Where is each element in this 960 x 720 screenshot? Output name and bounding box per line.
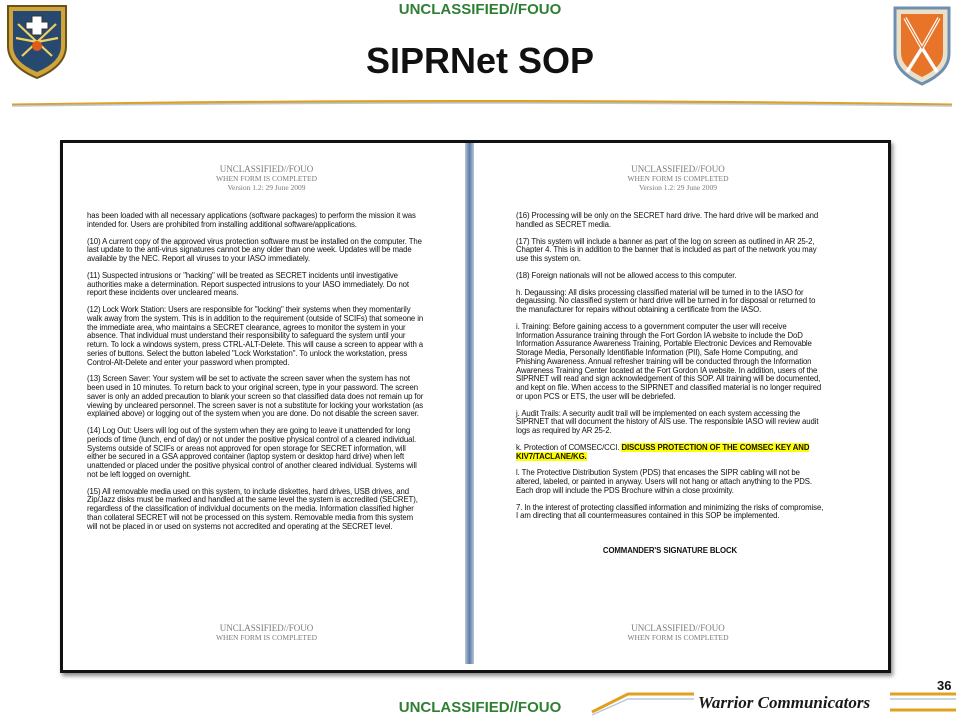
page-footer-classification: UNCLASSIFIED//FOUO [219, 623, 314, 633]
footer-gold-rule-right [888, 690, 958, 716]
paragraph: (16) Processing will be only on the SECRET hard drive. The hard drive will be marked and handled as SECRET media. [516, 211, 819, 229]
paragraph: (11) Suspected intrusions or "hacking" will be treated as SECRET incidents until investigative authorities make a determination. Report suspected intrusions to your IASO immediately. Do not report these incidents over uncleared means. [87, 270, 409, 298]
page-footer [476, 624, 880, 642]
page-footer-classification: UNCLASSIFIED//FOUO [631, 623, 725, 633]
paragraph: (15) All removable media used on this system, to include diskettes, hard drives, USB drives, and Zip/Jazz disks must be marked and handled at the same level the system is accredited (SECRET), regardless of the classification of individual documents on the media. Information classified higher than collateral SECRET will not be processed on this system. Removable media from this system will not be placed in or used on systems not accredited and operating at the SECRET level. [87, 486, 418, 531]
paragraph: j. Audit Trails: A security audit trail will be implemented on each system accessing the SIPRNET that will document the history of AIS use. The responsible IASO will review audit logs as required by AR 25-2. [516, 408, 819, 435]
paragraph: (18) Foreign nationals will not be allowed access to this computer. [516, 270, 737, 280]
page-body-text [87, 212, 424, 539]
signature-block: COMMANDER'S SIGNATURE BLOCK [602, 546, 738, 555]
paragraph: l. The Protective Distribution System (PDS) that encases the SIPR cabling will not be altered, labeled, or painted in anyway. Users will not hang or attach anything to the PDS. Each drop will include the PDS Brochure within a close proximity. [516, 468, 812, 495]
page-header-status: WHEN FORM IS COMPLETED [215, 174, 318, 183]
page-header-status: WHEN FORM IS COMPLETED [627, 174, 729, 183]
page-body-text [516, 212, 824, 556]
page-header-classification: UNCLASSIFIED//FOUO [631, 164, 725, 174]
page-header-version: Version 1.2: 29 June 2009 [638, 183, 718, 192]
page-footer-status: WHEN FORM IS COMPLETED [627, 633, 729, 642]
warrior-communicators-slogan: Warrior Communicators [698, 693, 871, 712]
slide-title: SIPRNet SOP [365, 40, 595, 81]
paragraph: h. Degaussing: All disks processing classified material will be turned in to the IASO for degaussing. No classified system or hard drive will be turned in for disposal or returned to the manufacturer for repairs without obtaining a certificate from the IASO. [516, 287, 816, 314]
paragraph: (10) A current copy of the approved virus protection software must be installed on the computer. The last update to the anti-virus signatures cannot be any older than one week. Updates will be made available by the NEC. Report all viruses to your IASO immediately. [87, 236, 422, 263]
classification-banner-top: UNCLASSIFIED//FOUO [398, 1, 562, 18]
paragraph: 7. In the interest of protecting classified information and minimizing the risks of compromise, I am directing that all countermeasures contained in this SOP be implemented. [516, 502, 824, 521]
classification-banner-bottom: UNCLASSIFIED//FOUO [398, 699, 562, 716]
page-header [69, 165, 464, 192]
paragraph: has been loaded with all necessary applications (software packages) to perform the mission it was intended for. Users are prohibited from installing additional software/applications. [87, 211, 416, 229]
page-footer [69, 624, 464, 642]
page-header-version: Version 1.2: 29 June 2009 [227, 183, 306, 192]
paragraph: (12) Lock Work Station: Users are responsible for "locking" their systems when they momentarily walk away from the system. This is in addition to the requirement (outside of SCIFs) that someone in the immediate area, who maintains a SECRET clearance, agrees to monitor the system in your absence. That individual must understand their responsibility to safeguard the system until your return. To lock a windows system, press CTRL-ALT-Delete. This will cause a screen to appear with a series of buttons. Select the button labeled "Lock Workstation". To unlock the workstation, press Control-Alt-Delete and enter your password when prompted. [87, 305, 424, 367]
header-gold-rule [0, 92, 960, 110]
page-header-classification: UNCLASSIFIED//FOUO [219, 164, 314, 174]
footer-gold-rule-left [588, 690, 698, 716]
document-page-left [69, 149, 464, 660]
page-footer-status: WHEN FORM IS COMPLETED [215, 633, 318, 642]
paragraph-k [516, 444, 824, 462]
paragraph: i. Training: Before gaining access to a government computer the user will receive Information Assurance training through the Fort Gordon IA website to include the DoD Information Assurance Awareness Training, Portable Electronic Devices and Removable Storage Media, Personally Identifiable Information (PII), Safe Home Computing, and Phishing Awareness. Annual refresher training will be conducted through the Information Awareness Training Center located at the Fort Gordon IA website. In addition, users of the SIPRNET will read and sign acknowledgement of this SOP. All training will be documented, and kept on file. When access to the SIPRNET and classified material is no longer required or upon PCS or ETS, the user will be debriefed. [516, 321, 822, 401]
page-divider [465, 143, 474, 664]
sop-document-image [60, 140, 891, 673]
paragraph: (13) Screen Saver: Your system will be set to activate the screen saver when the system has not been used in 10 minutes. To return back to your original screen, type in your password. The screen saver is only an added precaution to blank your screen so that classified data does not remain up for viewing by uncleared personnel. The screen saver is not a substitute for locking your workstation (as explained above) or logging out of the system when you are done. Do not disable the screen saver. [87, 374, 424, 419]
paragraph: (14) Log Out: Users will log out of the system when they are going to leave it unattended for long periods of time (lunch, end of day) or not under the positive physical control of a cleared individual. Systems outside of SCIFs or areas not approved for open storage for SECRET information, will either be secured in a GSA approved container (laptop system or desktop hard drive) when left unattended or placed under the positive physical control of another cleared individual. Systems will not be left logged on overnight. [87, 426, 417, 479]
paragraph: (17) This system will include a banner as part of the log on screen as outlined in AR 25-2, Chapter 4. This is in addition to the banner that is included as part of the network you may use this system on. [516, 236, 817, 263]
document-page-right [476, 149, 880, 660]
highlighted-directive: DISCUSS PROTECTION OF THE COMSEC KEY AND KIV7/TACLANE/KG. [516, 442, 810, 461]
page-header [476, 165, 880, 192]
paragraph-k-prefix: k. Protection of COMSEC/CCI. [516, 442, 620, 452]
slide-page-number: 36 [937, 678, 952, 693]
